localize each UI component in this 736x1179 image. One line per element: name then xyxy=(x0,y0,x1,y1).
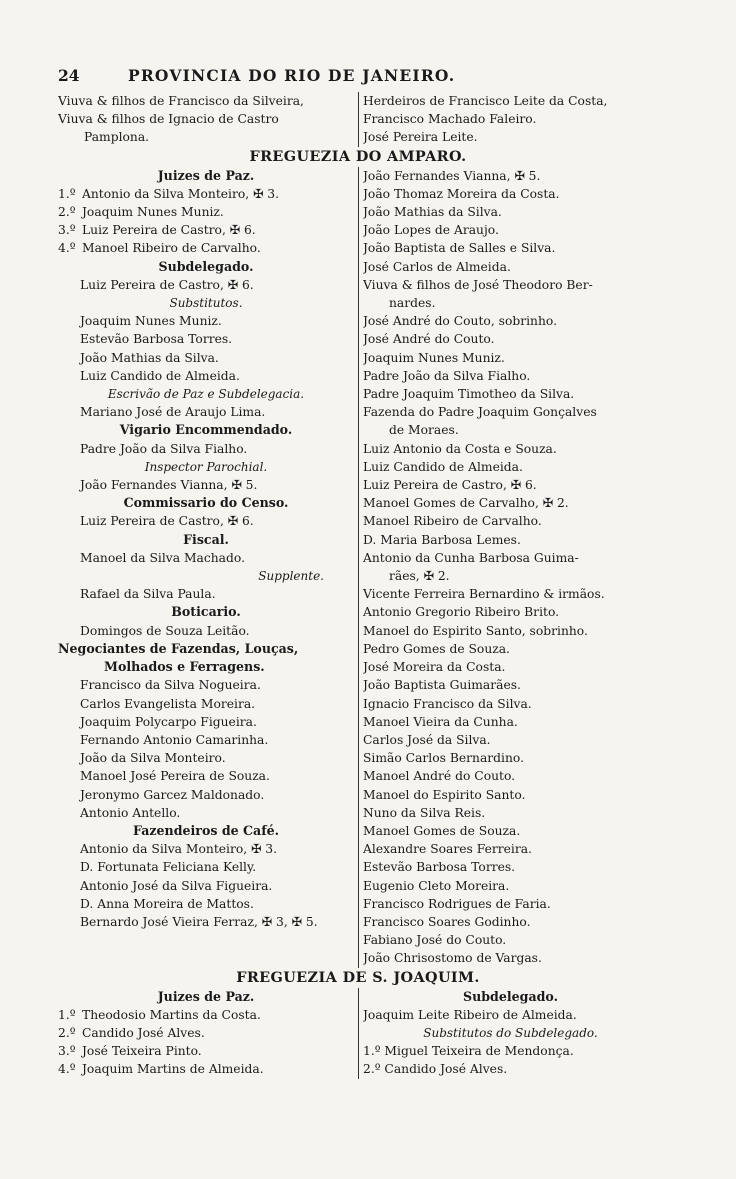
list-item: José André do Couto. xyxy=(363,332,495,347)
section-heading: Subdelegado. xyxy=(462,988,558,1004)
list-item: Simão Carlos Bernardino. xyxy=(363,751,524,766)
section-heading: Commissario do Censo. xyxy=(123,495,289,511)
list-item: de Moraes. xyxy=(389,423,459,438)
subsection-heading: Escrivão de Paz e Subdelegacia. xyxy=(107,387,305,402)
list-item: Joaquim Leite Ribeiro de Almeida. xyxy=(363,1007,577,1022)
list-item: João da Silva Monteiro. xyxy=(80,751,226,766)
section-heading: Vigario Encommendado. xyxy=(119,422,293,438)
section-heading: Juizes de Paz. xyxy=(157,167,255,183)
list-item: João Mathias da Silva. xyxy=(363,205,502,220)
list-item: Luiz Antonio da Costa e Souza. xyxy=(363,441,557,456)
list-item: nardes. xyxy=(389,296,436,311)
list-item: D. Maria Barbosa Lemes. xyxy=(363,532,521,547)
list-item: 4.º Joaquim Martins de Almeida. xyxy=(58,1062,264,1077)
list-item: Viuva & filhos de José Theodoro Ber- xyxy=(363,277,593,292)
list-item: Joaquim Polycarpo Figueira. xyxy=(80,714,257,729)
list-item: 1.º Miguel Teixeira de Mendonça. xyxy=(363,1044,574,1059)
list-item: Joaquim Nunes Muniz. xyxy=(363,350,505,365)
section-heading: Fazendeiros de Café. xyxy=(132,822,280,838)
list-item: 2.º Candido José Alves. xyxy=(363,1062,508,1077)
list-item: Herdeiros de Francisco Leite da Costa, xyxy=(363,94,608,108)
list-item: Vicente Ferreira Bernardino & irmãos. xyxy=(363,587,605,602)
list-item: Manoel da Silva Machado. xyxy=(80,550,245,565)
amparo-right-column xyxy=(358,167,658,968)
list-item: Pedro Gomes de Souza. xyxy=(363,641,510,656)
subsection-heading: Substitutos. xyxy=(169,296,243,311)
list-item: 2.º Candido José Alves. xyxy=(58,1025,205,1040)
list-item: D. Anna Moreira de Mattos. xyxy=(80,896,254,911)
list-item: Carlos Evangelista Moreira. xyxy=(80,696,256,711)
section-heading: Juizes de Paz. xyxy=(157,988,255,1004)
list-item: Francisco Rodrigues de Faria. xyxy=(363,896,551,911)
list-item: José Pereira Leite. xyxy=(363,130,478,145)
list-item: Ignacio Francisco da Silva. xyxy=(363,696,532,711)
list-item: José André do Couto, sobrinho. xyxy=(363,314,557,329)
list-item: Francisco da Silva Nogueira. xyxy=(80,678,261,693)
list-item: Fabiano José do Couto. xyxy=(363,933,507,948)
list-item: Antonio Gregorio Ribeiro Brito. xyxy=(363,605,560,620)
list-item: Manoel Gomes de Carvalho, ✠ 2. xyxy=(363,496,569,511)
list-item: Estevão Barbosa Torres. xyxy=(363,860,516,875)
list-item: Domingos de Souza Leitão. xyxy=(80,623,250,638)
list-item: Alexandre Soares Ferreira. xyxy=(363,842,532,857)
list-item: Manoel André do Couto. xyxy=(363,769,516,784)
list-item: Rafael da Silva Paula. xyxy=(80,587,216,602)
list-item: Luiz Candido de Almeida. xyxy=(80,368,240,383)
list-item: Carlos José da Silva. xyxy=(363,732,491,747)
top-entries xyxy=(58,92,658,147)
list-item: Padre João da Silva Fialho. xyxy=(363,368,531,383)
list-item: João Fernandes Vianna, ✠ 5. xyxy=(80,478,258,493)
list-item: 1.º Theodosio Martins da Costa. xyxy=(58,1007,261,1022)
amparo-left-column xyxy=(58,167,358,968)
list-item: 2.º Joaquim Nunes Muniz. xyxy=(58,205,224,220)
section-heading: Fiscal. xyxy=(183,531,229,547)
list-item: João Thomaz Moreira da Costa. xyxy=(363,186,560,201)
list-item: 3.º Luiz Pereira de Castro, ✠ 6. xyxy=(58,223,256,238)
list-item: Manoel Gomes de Souza. xyxy=(363,823,521,838)
list-item: Fazenda do Padre Joaquim Gonçalves xyxy=(363,405,597,420)
list-item: D. Fortunata Feliciana Kelly. xyxy=(80,860,257,875)
list-item: Jeronymo Garcez Maldonado. xyxy=(80,787,265,802)
list-item: Pamplona. xyxy=(84,130,150,145)
list-item: Francisco Machado Faleiro. xyxy=(363,112,537,127)
list-item: rães, ✠ 2. xyxy=(389,569,450,584)
list-item: Manoel Ribeiro de Carvalho. xyxy=(363,514,542,529)
subsection-heading: Supplente. xyxy=(258,569,324,584)
page-number: 24 xyxy=(58,66,80,85)
list-item: Eugenio Cleto Moreira. xyxy=(363,878,510,893)
list-item: Estevão Barbosa Torres. xyxy=(80,332,233,347)
list-item: Antonio da Silva Monteiro, ✠ 3. xyxy=(80,842,278,857)
section-heading: Subdelegado. xyxy=(158,258,254,274)
list-item: Manoel Vieira da Cunha. xyxy=(363,714,518,729)
subsection-heading: Inspector Parochial. xyxy=(144,459,268,474)
amparo-section xyxy=(58,167,658,968)
top-right-column xyxy=(358,92,658,147)
list-item: Bernardo José Vieira Ferraz, ✠ 3, ✠ 5. xyxy=(80,914,318,929)
top-left-column xyxy=(58,92,358,147)
sao-joaquim-section xyxy=(58,988,658,1079)
sao-joaquim-right-column xyxy=(358,988,658,1079)
list-item: Luiz Pereira de Castro, ✠ 6. xyxy=(80,277,254,292)
subsection-heading: Substitutos do Subdelegado. xyxy=(423,1025,598,1040)
list-item: Manoel do Espirito Santo. xyxy=(363,787,526,802)
list-item: Manoel do Espirito Santo, sobrinho. xyxy=(363,623,588,638)
list-item: Manoel José Pereira de Souza. xyxy=(80,769,270,784)
list-item: Luiz Candido de Almeida. xyxy=(363,459,523,474)
list-item: Mariano José de Araujo Lima. xyxy=(80,405,266,420)
list-item: Joaquim Nunes Muniz. xyxy=(80,314,222,329)
document-page xyxy=(58,66,658,1079)
list-item: José Moreira da Costa. xyxy=(363,660,506,675)
list-item: Antonio da Cunha Barbosa Guima- xyxy=(363,550,579,565)
list-item: Viuva & filhos de Francisco da Silveira, xyxy=(58,94,304,108)
list-item: Antonio José da Silva Figueira. xyxy=(80,878,273,893)
page-title: PROVINCIA DO RIO DE JANEIRO. xyxy=(128,66,456,85)
list-item: João Fernandes Vianna, ✠ 5. xyxy=(363,168,541,183)
section-heading: Negociantes de Fazendas, Louças, Molhados e Ferragens. xyxy=(58,640,299,675)
list-item: João Chrisostomo de Vargas. xyxy=(363,951,542,966)
section-heading: Boticario. xyxy=(171,604,241,620)
parish-title-sao-joaquim: FREGUEZIA DE S. JOAQUIM. xyxy=(236,968,480,986)
list-item: João Lopes de Araujo. xyxy=(363,223,499,238)
parish-title-amparo: FREGUEZIA DO AMPARO. xyxy=(249,147,467,165)
list-item: Antonio Antello. xyxy=(80,805,181,820)
page-header xyxy=(58,66,658,92)
list-item: Luiz Pereira de Castro, ✠ 6. xyxy=(363,478,537,493)
list-item: Viuva & filhos de Ignacio de Castro xyxy=(58,112,279,127)
list-item: José Carlos de Almeida. xyxy=(363,259,511,274)
list-item: 3.º José Teixeira Pinto. xyxy=(58,1044,202,1059)
list-item: Padre João da Silva Fialho. xyxy=(80,441,248,456)
list-item: João Mathias da Silva. xyxy=(80,350,219,365)
list-item: Nuno da Silva Reis. xyxy=(363,805,486,820)
sao-joaquim-left-column xyxy=(58,988,358,1079)
list-item: 4.º Manoel Ribeiro de Carvalho. xyxy=(58,241,261,256)
list-item: Padre Joaquim Timotheo da Silva. xyxy=(363,387,575,402)
list-item: João Baptista Guimarães. xyxy=(363,678,521,693)
list-item: Fernando Antonio Camarinha. xyxy=(80,732,269,747)
list-item: Francisco Soares Godinho. xyxy=(363,914,531,929)
list-item: João Baptista de Salles e Silva. xyxy=(363,241,556,256)
list-item: Luiz Pereira de Castro, ✠ 6. xyxy=(80,514,254,529)
list-item: 1.º Antonio da Silva Monteiro, ✠ 3. xyxy=(58,186,280,201)
